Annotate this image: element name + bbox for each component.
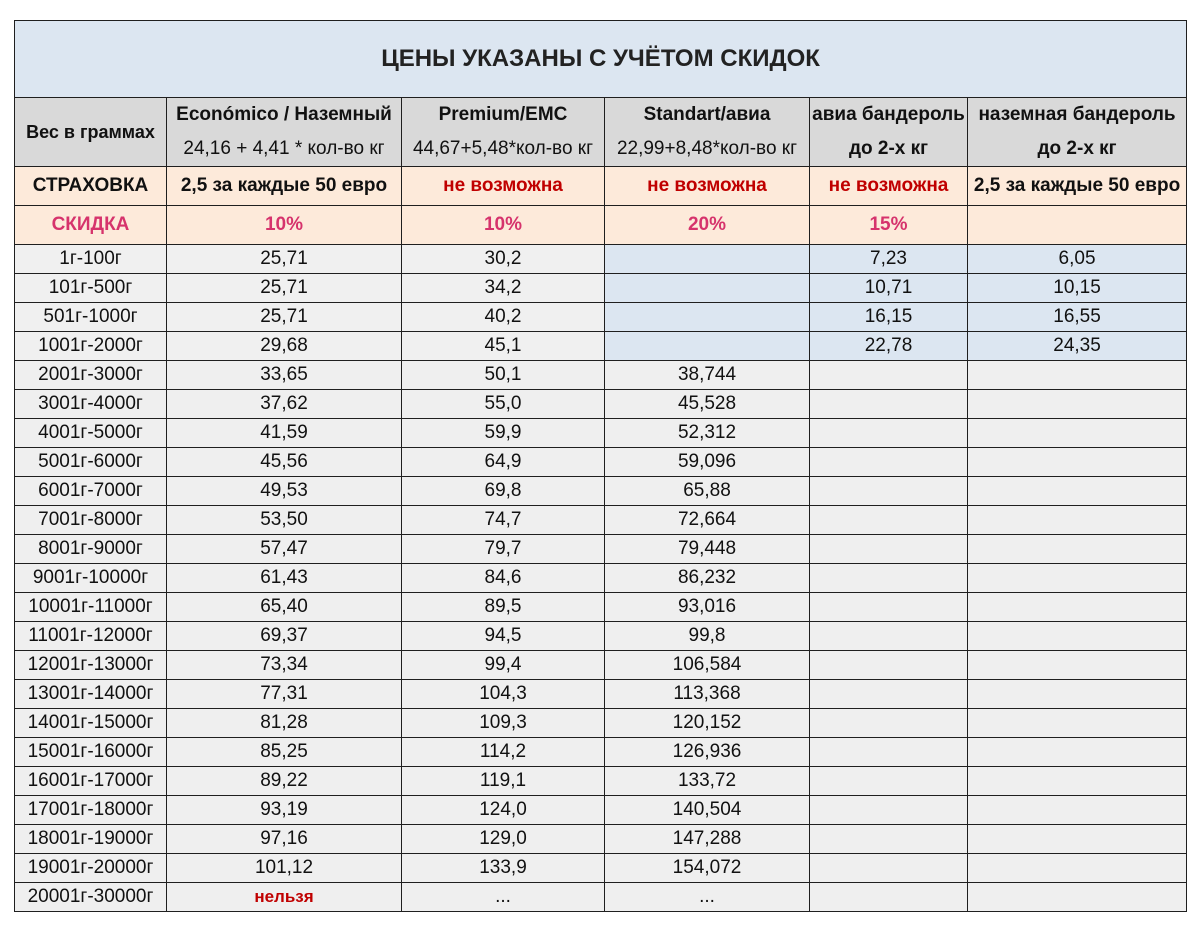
price-cell: 25,71 bbox=[167, 274, 402, 303]
discount-value: 10% bbox=[402, 206, 605, 245]
header-name: Económico / Наземный bbox=[176, 104, 392, 125]
price-cell bbox=[968, 709, 1187, 738]
price-cell bbox=[605, 274, 810, 303]
price-cell: 109,3 bbox=[402, 709, 605, 738]
price-cell: нельзя bbox=[167, 883, 402, 912]
price-cell: 38,744 bbox=[605, 361, 810, 390]
price-cell: 85,25 bbox=[167, 738, 402, 767]
price-cell: 24,35 bbox=[968, 332, 1187, 361]
weight-range-cell: 14001г-15000г bbox=[15, 709, 167, 738]
price-cell: 69,8 bbox=[402, 477, 605, 506]
table-row bbox=[15, 535, 1187, 564]
price-cell: 29,68 bbox=[167, 332, 402, 361]
price-cell bbox=[810, 564, 968, 593]
price-cell bbox=[968, 448, 1187, 477]
table-row bbox=[15, 854, 1187, 883]
price-cell bbox=[810, 477, 968, 506]
header-formula: 22,99+8,48*кол-во кг bbox=[616, 138, 798, 159]
weight-range-cell: 11001г-12000г bbox=[15, 622, 167, 651]
table-row bbox=[15, 477, 1187, 506]
table-row bbox=[15, 245, 1187, 274]
price-cell: 77,31 bbox=[167, 680, 402, 709]
price-cell bbox=[810, 883, 968, 912]
price-cell: 120,152 bbox=[605, 709, 810, 738]
table-row bbox=[15, 448, 1187, 477]
weight-range-cell: 16001г-17000г bbox=[15, 767, 167, 796]
price-cell bbox=[968, 825, 1187, 854]
table-title: ЦЕНЫ УКАЗАНЫ С УЧЁТОМ СКИДОК bbox=[15, 21, 1187, 98]
price-cell: 22,78 bbox=[810, 332, 968, 361]
price-cell: 81,28 bbox=[167, 709, 402, 738]
price-cell: 126,936 bbox=[605, 738, 810, 767]
price-cell: 104,3 bbox=[402, 680, 605, 709]
price-cell: 52,312 bbox=[605, 419, 810, 448]
weight-range-cell: 2001г-3000г bbox=[15, 361, 167, 390]
price-cell bbox=[968, 506, 1187, 535]
price-cell bbox=[968, 796, 1187, 825]
price-cell: 10,15 bbox=[968, 274, 1187, 303]
header-formula: 44,67+5,48*кол-во кг bbox=[412, 138, 594, 159]
price-cell: 119,1 bbox=[402, 767, 605, 796]
price-cell: 154,072 bbox=[605, 854, 810, 883]
price-cell bbox=[968, 477, 1187, 506]
header-economico bbox=[167, 98, 402, 167]
price-cell: 114,2 bbox=[402, 738, 605, 767]
price-cell: 94,5 bbox=[402, 622, 605, 651]
price-cell bbox=[810, 680, 968, 709]
price-cell bbox=[810, 738, 968, 767]
table-row bbox=[15, 361, 1187, 390]
price-cell: 93,016 bbox=[605, 593, 810, 622]
price-cell: 40,2 bbox=[402, 303, 605, 332]
price-cell: 16,15 bbox=[810, 303, 968, 332]
price-cell bbox=[968, 564, 1187, 593]
price-cell bbox=[968, 738, 1187, 767]
insurance-label: СТРАХОВКА bbox=[15, 167, 167, 206]
price-cell bbox=[810, 535, 968, 564]
table-row bbox=[15, 390, 1187, 419]
price-cell: 99,4 bbox=[402, 651, 605, 680]
price-cell: 106,584 bbox=[605, 651, 810, 680]
price-cell: ... bbox=[605, 883, 810, 912]
price-table bbox=[14, 20, 1187, 912]
price-cell: 65,40 bbox=[167, 593, 402, 622]
price-cell: 97,16 bbox=[167, 825, 402, 854]
price-cell: 93,19 bbox=[167, 796, 402, 825]
price-cell: 84,6 bbox=[402, 564, 605, 593]
price-cell: 55,0 bbox=[402, 390, 605, 419]
weight-range-cell: 15001г-16000г bbox=[15, 738, 167, 767]
header-formula: до 2-х кг bbox=[848, 138, 929, 159]
price-cell: 59,096 bbox=[605, 448, 810, 477]
price-cell: 89,22 bbox=[167, 767, 402, 796]
table-row bbox=[15, 796, 1187, 825]
table-row bbox=[15, 274, 1187, 303]
discount-value: 10% bbox=[167, 206, 402, 245]
table-row bbox=[15, 419, 1187, 448]
price-cell bbox=[968, 622, 1187, 651]
table-row bbox=[15, 622, 1187, 651]
price-cell: 101,12 bbox=[167, 854, 402, 883]
insurance-value: не возможна bbox=[402, 167, 605, 206]
weight-range-cell: 4001г-5000г bbox=[15, 419, 167, 448]
insurance-value: 2,5 за каждые 50 евро bbox=[167, 167, 402, 206]
price-cell bbox=[605, 245, 810, 274]
price-cell bbox=[810, 506, 968, 535]
header-avia-banderol bbox=[810, 98, 968, 167]
price-cell: 37,62 bbox=[167, 390, 402, 419]
weight-range-cell: 20001г-30000г bbox=[15, 883, 167, 912]
header-formula: 24,16 + 4,41 * кол-во кг bbox=[183, 138, 385, 159]
price-cell: 64,9 bbox=[402, 448, 605, 477]
weight-range-cell: 10001г-11000г bbox=[15, 593, 167, 622]
price-cell bbox=[968, 535, 1187, 564]
weight-range-cell: 12001г-13000г bbox=[15, 651, 167, 680]
price-cell bbox=[810, 390, 968, 419]
insurance-row bbox=[15, 167, 1187, 206]
price-cell: 79,448 bbox=[605, 535, 810, 564]
table-row bbox=[15, 825, 1187, 854]
price-cell bbox=[968, 883, 1187, 912]
price-cell: 61,43 bbox=[167, 564, 402, 593]
weight-range-cell: 8001г-9000г bbox=[15, 535, 167, 564]
price-cell: 99,8 bbox=[605, 622, 810, 651]
table-row bbox=[15, 506, 1187, 535]
price-cell: 73,34 bbox=[167, 651, 402, 680]
weight-range-cell: 1001г-2000г bbox=[15, 332, 167, 361]
price-cell bbox=[810, 709, 968, 738]
price-cell: 65,88 bbox=[605, 477, 810, 506]
price-cell: 140,504 bbox=[605, 796, 810, 825]
price-cell bbox=[968, 651, 1187, 680]
price-cell bbox=[810, 622, 968, 651]
price-cell: 50,1 bbox=[402, 361, 605, 390]
price-cell: 33,65 bbox=[167, 361, 402, 390]
price-cell bbox=[810, 854, 968, 883]
weight-range-cell: 6001г-7000г bbox=[15, 477, 167, 506]
price-cell bbox=[810, 593, 968, 622]
price-cell bbox=[968, 593, 1187, 622]
weight-column-header: Вес в граммах bbox=[15, 98, 167, 167]
price-cell bbox=[968, 767, 1187, 796]
price-cell bbox=[968, 419, 1187, 448]
header-ground-banderol bbox=[968, 98, 1187, 167]
price-table-container bbox=[14, 20, 1186, 912]
price-cell: 45,56 bbox=[167, 448, 402, 477]
table-row bbox=[15, 767, 1187, 796]
price-cell: ... bbox=[402, 883, 605, 912]
price-cell: 45,528 bbox=[605, 390, 810, 419]
price-cell bbox=[605, 303, 810, 332]
price-cell bbox=[968, 361, 1187, 390]
price-cell: 79,7 bbox=[402, 535, 605, 564]
insurance-value: не возможна bbox=[605, 167, 810, 206]
price-cell: 6,05 bbox=[968, 245, 1187, 274]
header-name: наземная бандероль bbox=[978, 104, 1176, 125]
price-cell: 133,9 bbox=[402, 854, 605, 883]
price-cell: 69,37 bbox=[167, 622, 402, 651]
price-cell: 129,0 bbox=[402, 825, 605, 854]
weight-range-cell: 18001г-19000г bbox=[15, 825, 167, 854]
header-formula: до 2-х кг bbox=[1037, 138, 1117, 159]
header-standart bbox=[605, 98, 810, 167]
weight-range-cell: 1г-100г bbox=[15, 245, 167, 274]
header-name: Standart/авиа bbox=[643, 104, 771, 125]
discount-value: 20% bbox=[605, 206, 810, 245]
header-name: Premium/EMC bbox=[438, 104, 568, 125]
price-cell bbox=[810, 361, 968, 390]
price-cell bbox=[810, 419, 968, 448]
discount-row bbox=[15, 206, 1187, 245]
table-row bbox=[15, 303, 1187, 332]
discount-label: СКИДКА bbox=[15, 206, 167, 245]
price-cell: 34,2 bbox=[402, 274, 605, 303]
price-cell: 49,53 bbox=[167, 477, 402, 506]
weight-range-cell: 9001г-10000г bbox=[15, 564, 167, 593]
table-row bbox=[15, 332, 1187, 361]
header-name: авиа бандероль bbox=[812, 104, 965, 125]
price-cell: 74,7 bbox=[402, 506, 605, 535]
weight-range-cell: 3001г-4000г bbox=[15, 390, 167, 419]
weight-range-cell: 17001г-18000г bbox=[15, 796, 167, 825]
price-cell bbox=[810, 448, 968, 477]
weight-range-cell: 501г-1000г bbox=[15, 303, 167, 332]
price-cell: 25,71 bbox=[167, 245, 402, 274]
price-cell: 10,71 bbox=[810, 274, 968, 303]
price-cell: 59,9 bbox=[402, 419, 605, 448]
weight-range-cell: 5001г-6000г bbox=[15, 448, 167, 477]
price-cell bbox=[968, 390, 1187, 419]
weight-range-cell: 13001г-14000г bbox=[15, 680, 167, 709]
price-cell bbox=[968, 680, 1187, 709]
weight-range-cell: 101г-500г bbox=[15, 274, 167, 303]
header-premium bbox=[402, 98, 605, 167]
price-cell: 53,50 bbox=[167, 506, 402, 535]
discount-value bbox=[968, 206, 1187, 245]
table-row bbox=[15, 738, 1187, 767]
price-cell bbox=[968, 854, 1187, 883]
price-cell: 25,71 bbox=[167, 303, 402, 332]
table-row bbox=[15, 651, 1187, 680]
table-row bbox=[15, 709, 1187, 738]
price-cell bbox=[810, 825, 968, 854]
price-cell: 86,232 bbox=[605, 564, 810, 593]
price-cell: 30,2 bbox=[402, 245, 605, 274]
discount-value: 15% bbox=[810, 206, 968, 245]
price-cell: 41,59 bbox=[167, 419, 402, 448]
table-row bbox=[15, 883, 1187, 912]
insurance-value: не возможна bbox=[810, 167, 968, 206]
price-cell: 57,47 bbox=[167, 535, 402, 564]
price-cell: 124,0 bbox=[402, 796, 605, 825]
table-row bbox=[15, 564, 1187, 593]
price-cell: 133,72 bbox=[605, 767, 810, 796]
price-cell: 113,368 bbox=[605, 680, 810, 709]
price-cell bbox=[810, 796, 968, 825]
weight-range-cell: 19001г-20000г bbox=[15, 854, 167, 883]
table-row bbox=[15, 593, 1187, 622]
weight-range-cell: 7001г-8000г bbox=[15, 506, 167, 535]
insurance-value: 2,5 за каждые 50 евро bbox=[968, 167, 1187, 206]
table-row bbox=[15, 680, 1187, 709]
price-cell bbox=[605, 332, 810, 361]
price-cell bbox=[810, 767, 968, 796]
price-cell: 89,5 bbox=[402, 593, 605, 622]
price-cell: 7,23 bbox=[810, 245, 968, 274]
price-cell: 147,288 bbox=[605, 825, 810, 854]
price-cell bbox=[810, 651, 968, 680]
price-cell: 16,55 bbox=[968, 303, 1187, 332]
price-cell: 72,664 bbox=[605, 506, 810, 535]
price-cell: 45,1 bbox=[402, 332, 605, 361]
